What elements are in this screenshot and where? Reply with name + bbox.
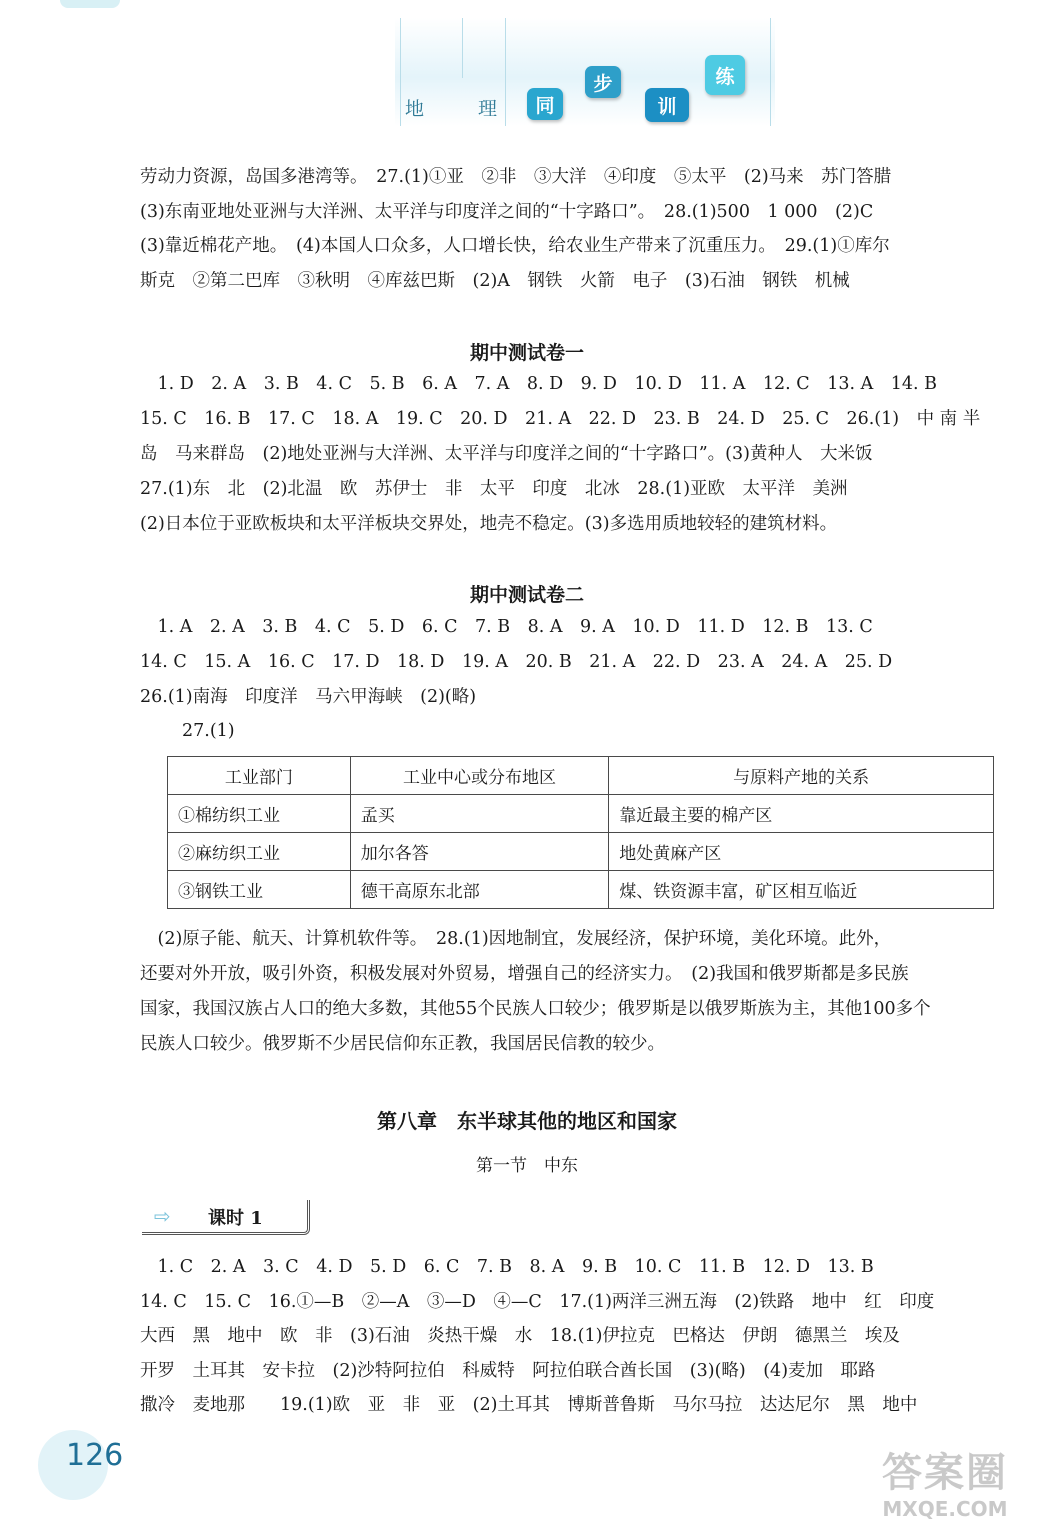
lesson-label: 课时 1 (208, 1208, 263, 1229)
watermark-url: MXQE.COM (882, 1497, 1008, 1521)
chapter-title: 第八章 东半球其他的地区和国家 (377, 1109, 677, 1133)
subject-title: 地 理 (405, 98, 522, 120)
watermark-logo (850, 1450, 1040, 1526)
table-cell: 加尔各答 (350, 833, 608, 871)
exam2-followup: (2)原子能、航天、计算机软件等。 28.(1)因地制宜，发展经济，保护环境，美化环境。此外， 还要对外开放，吸引外资，积极发展对外贸易，增强自己的经济实力。 (2)我国和俄罗斯都是多民族 国家，我国汉族占人口的绝大多数，其他55个民族人口较少；俄罗斯是以俄罗斯族为主，其他100多个 民族人口较少。俄罗斯不少居民信仰东正教，我国居民信教的较少。 (140, 929, 931, 1054)
table-header-cell: 工业部门 (168, 757, 351, 795)
badge-bu: 步 (585, 66, 621, 98)
table-cell: 孟买 (350, 795, 608, 833)
badge-tong: 同 (527, 88, 563, 120)
header-divider (770, 18, 771, 126)
top-corner-decoration (60, 0, 120, 8)
intro-paragraph: 劳动力资源，岛国多港湾等。 27.(1)①亚 ②非 ③大洋 ④印度 ⑤太平 (2)马来 苏门答腊 (3)东南亚地处亚洲与大洋洲、太平洋与印度洋之间的“十字路口”。 28.(1)500 1 000 (2)C (3)靠近棉花产地。 (4)本国人口众多，人口增长快，给农业生产带来了沉重压力。 29.(1)①库尔 斯克 ②第二巴库 ③秋明 ④库兹巴斯 (2)A 钢铁 火箭 电子 (3)石油 钢铁 机械 (140, 167, 892, 291)
table-cell: 靠近最主要的棉产区 (609, 795, 994, 833)
header-divider (462, 18, 463, 78)
table-cell: ②麻纺织工业 (168, 833, 351, 871)
table-cell: 德干高原东北部 (350, 871, 608, 909)
badge-lian: 练 (705, 55, 745, 95)
table-cell: ①棉纺织工业 (168, 795, 351, 833)
industry-table (167, 756, 994, 909)
table-row (168, 871, 994, 909)
watermark-text: 答案圈 (882, 1450, 1008, 1496)
arrow-right-icon: ⇨ (154, 1204, 171, 1228)
table-cell: 地处黄麻产区 (609, 833, 994, 871)
header-divider (400, 18, 401, 126)
table-header-cell: 工业中心或分布地区 (350, 757, 608, 795)
table-header-cell: 与原料产地的关系 (609, 757, 994, 795)
section-title: 第一节 中东 (476, 1156, 578, 1176)
lesson-tag (142, 1200, 310, 1235)
page-number: 126 (66, 1438, 124, 1473)
table-row (168, 795, 994, 833)
table-cell: 煤、铁资源丰富，矿区相互临近 (609, 871, 994, 909)
q27-label: 27.(1) (182, 721, 235, 741)
exam2-answers: 1. A 2. A 3. B 4. C 5. D 6. C 7. B 8. A 9. A 10. D 11. D 12. B 13. C 14. C 15. A 16. C 17. D 18. D 19. A 20. B 21. A 22. D 23. A 24. A 25. D 26.(1)南海 印度洋 马六甲海峡 (2)(略) (140, 617, 893, 707)
exam1-title: 期中测试卷一 (469, 342, 584, 364)
table-row (168, 833, 994, 871)
exam1-answers: 1. D 2. A 3. B 4. C 5. B 6. A 7. A 8. D 9. D 10. D 11. A 12. C 13. A 14. B 15. C 16. B 17. C 18. A 19. C 20. D 21. A 22. D 23. B 24. D 25. C 26.(1) 中 南 半 岛 马来群岛 (2)地处亚洲与大洋洲、太平洋与印度洋之间的“十字路口”。(3)黄种人 大米饭 27.(1)东 北 (2)北温 欧 苏伊士 非 太平 印度 北冰 28.(1)亚欧 太平洋 美洲 (2)日本位于亚欧板块和太平洋板块交界处，地壳不稳定。(3)多选用质地较轻的建筑材料。 (140, 374, 981, 534)
lesson-answers: 1. C 2. A 3. C 4. D 5. D 6. C 7. B 8. A 9. B 10. C 11. B 12. D 13. B 14. C 15. C 16.①—B ②—A ③—D ④—C 17.(1)两洋三洲五海 (2)铁路 地中 红 印度 大西 黑 地中 欧 非 (3)石油 炎热干燥 水 18.(1)伊拉克 巴格达 伊朗 德黑兰 埃及 开罗 土耳其 安卡拉 (2)沙特阿拉伯 科威特 阿拉伯联合酋长国 (3)(略) (4)麦加 耶路 撒冷 麦地那 19.(1)欧 亚 非 亚 (2)土耳其 博斯普鲁斯 马尔马拉 达达尼尔 黑 地中 (140, 1257, 935, 1415)
table-cell: ③钢铁工业 (168, 871, 351, 909)
table-header-row (168, 757, 994, 795)
exam2-title: 期中测试卷二 (469, 584, 584, 606)
badge-xun: 训 (645, 88, 689, 122)
